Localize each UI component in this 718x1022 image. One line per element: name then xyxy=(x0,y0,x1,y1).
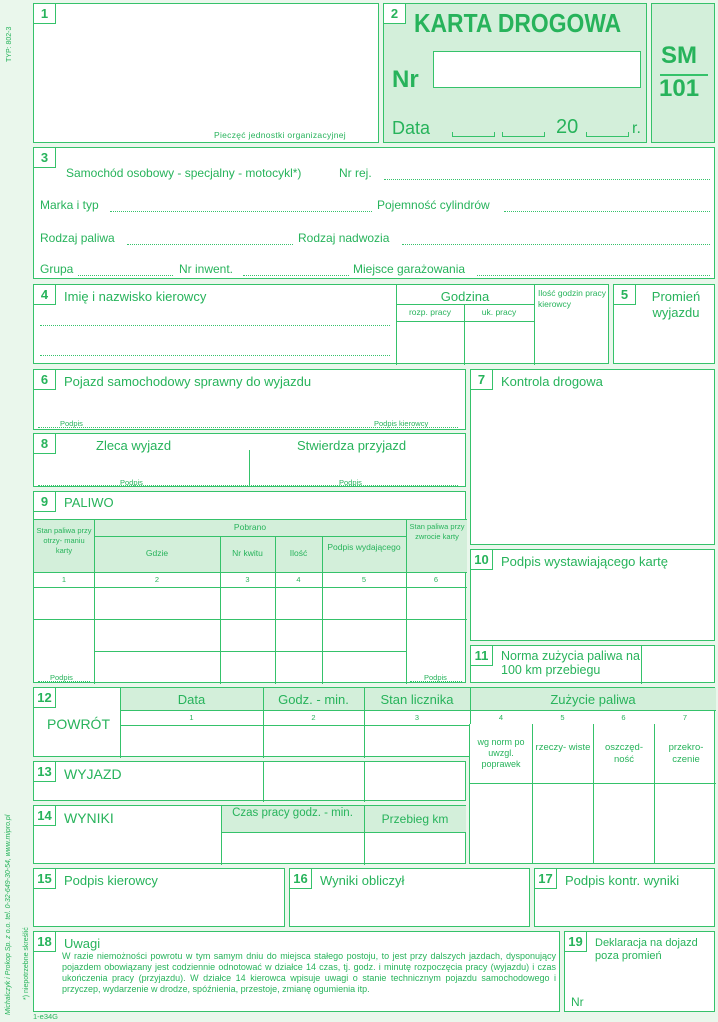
date-year-field[interactable] xyxy=(586,136,628,137)
road-control-label: Kontrola drogowa xyxy=(501,374,603,389)
year-suffix: r. xyxy=(632,120,641,137)
col-2: 2 xyxy=(311,713,316,722)
fuel-usage-columns[interactable] xyxy=(469,724,715,864)
dispatch-label: Zleca wyjazd xyxy=(96,438,172,453)
make-field[interactable] xyxy=(110,211,372,212)
make-label: Marka i typ xyxy=(40,198,99,212)
capacity-label: Pojemność cylindrów xyxy=(377,198,490,212)
vehicle-ok-label: Pojazd samochodowy sprawny do wyjazdu xyxy=(64,374,312,389)
nr-label: Nr xyxy=(392,66,419,93)
registration-label: Nr rej. xyxy=(339,166,372,180)
section-11-fuel-norm xyxy=(470,645,715,683)
section-17-controller-signature[interactable] xyxy=(534,868,715,927)
section-19-declaration[interactable] xyxy=(564,931,715,1012)
form-number: 101 xyxy=(659,75,700,102)
driver-name-label: Imię i nazwisko kierowcy xyxy=(64,289,207,304)
section-number: 7 xyxy=(471,370,493,390)
quantity-header: Ilość xyxy=(289,548,308,558)
col-5: 5 xyxy=(560,713,565,722)
declaration-nr-label: Nr xyxy=(571,995,584,1009)
section-number: 8 xyxy=(34,434,56,454)
where-header: Gdzie xyxy=(145,548,169,558)
dispatch-signature-field[interactable] xyxy=(38,485,458,486)
section-2-header xyxy=(383,3,647,143)
form-code: SM xyxy=(661,42,697,69)
form-code-box xyxy=(651,3,715,143)
card-number-field[interactable] xyxy=(433,51,641,88)
by-norm-header: wg norm po uwzgl. poprawek xyxy=(477,737,525,769)
section-number: 19 xyxy=(565,932,587,952)
receipt-no-header: Nr kwitu xyxy=(232,548,263,558)
col-3: 3 xyxy=(414,713,420,722)
date-label: Data xyxy=(392,118,431,138)
driver-name-field-1[interactable] xyxy=(40,325,390,326)
mileage-header: Przebieg km xyxy=(381,812,449,826)
col-7: 7 xyxy=(682,713,688,722)
remarks-text: W razie niemożności powrotu w tym samym dniu do miejsca stałego postoju, to jest przy dalszych jazdach, dysponujący pojazdem obowiązany jest codziennie odnotować w działce 14 czas, tj. godz. i minutę rozpoczęcia pracy (wyjazdu) i czas ukończenia pracy (przyjazdu). W działce 14 kierowca wpisuje uwagi o stanie technicznym pojazdu samochodowego i przyczep, wydarzenie w drodze, spóźnienia, przestoje, zmianę ogumienia itp. xyxy=(62,951,556,994)
fuel-type-label: Rodzaj paliwa xyxy=(40,231,115,245)
return-signature-label: Podpis xyxy=(424,673,447,682)
document-title: KARTA DROGOWA xyxy=(414,8,622,38)
driver-signature-label: Podpis kierowcy xyxy=(374,419,429,428)
col-5: 5 xyxy=(361,575,367,584)
section-number: 11 xyxy=(471,646,493,666)
fuel-type-field[interactable] xyxy=(127,244,293,245)
calculated-by-label: Wyniki obliczył xyxy=(320,873,405,888)
section-9-fuel xyxy=(33,491,466,683)
section-number: 14 xyxy=(34,806,56,826)
group-label: Grupa xyxy=(40,262,74,276)
time-header: Godz. - min. xyxy=(278,692,349,707)
controller-signature-label: Podpis kontr. wyniki xyxy=(565,873,680,888)
col-3: 3 xyxy=(245,575,250,584)
section-4-driver xyxy=(33,284,609,364)
date-day-field[interactable] xyxy=(452,136,494,137)
work-time-header: Czas pracy godz. - min. xyxy=(232,807,353,819)
section-3-vehicle xyxy=(33,147,715,279)
col-6: 6 xyxy=(433,575,439,584)
section-7-road-control[interactable] xyxy=(470,369,715,545)
driver-name-field-2[interactable] xyxy=(40,355,390,356)
footnote: *) niepotrzebne skreślić xyxy=(23,927,30,1000)
start-work-header: rozp. pracy xyxy=(408,307,452,317)
inventory-label: Nr inwent. xyxy=(179,262,234,276)
bottom-code: 1-e34G xyxy=(33,1012,59,1021)
arrival-signature-label: Podpis xyxy=(339,478,362,487)
body-type-label: Rodzaj nadwozia xyxy=(298,231,390,245)
section-18-remarks[interactable] xyxy=(33,931,560,1012)
odometer-header: Stan licznika xyxy=(380,692,454,707)
section-number: 18 xyxy=(34,932,56,952)
section-13-departure[interactable] xyxy=(33,761,466,801)
section-number: 1 xyxy=(34,4,56,24)
capacity-field[interactable] xyxy=(504,211,710,212)
section-10-issuer-signature[interactable] xyxy=(470,549,715,641)
section-number: 6 xyxy=(34,370,56,390)
publisher-info: Michalczyk i Prokop Sp. z o.o. tel. 0-32-649-30-54, www.mipro.pl xyxy=(5,814,12,1015)
registration-field[interactable] xyxy=(384,179,710,180)
departure-label: WYJAZD xyxy=(64,766,122,782)
fuel-label: PALIWO xyxy=(64,495,114,510)
col-2: 2 xyxy=(154,575,160,584)
excess-header: przekro- czenie xyxy=(668,742,704,765)
date-header: Data xyxy=(177,692,206,707)
section-number: 12 xyxy=(34,688,56,708)
col-1: 1 xyxy=(189,713,194,722)
year-prefix: 20 xyxy=(556,116,579,138)
taken-header: Pobrano xyxy=(233,522,267,532)
issuer-signature-label: Podpis wystawiającego kartę xyxy=(501,554,668,569)
arrival-label: Stwierdza przyjazd xyxy=(297,438,407,453)
section-8-dispatch xyxy=(33,433,466,487)
col-4: 4 xyxy=(498,713,504,722)
work-hours-header: Ilość godzin pracy kierowcy xyxy=(538,288,607,309)
section-number: 5 xyxy=(614,285,636,305)
results-label: WYNIKI xyxy=(64,810,114,826)
inventory-field[interactable] xyxy=(243,275,349,276)
section-1-stamp[interactable] xyxy=(33,3,379,143)
hour-header: Godzina xyxy=(440,289,490,304)
return-label: POWRÓT xyxy=(47,716,110,732)
declaration-label: Deklaracja na dojazd poza promień xyxy=(595,937,698,962)
group-field[interactable] xyxy=(78,275,173,276)
section-6-vehicle-ok xyxy=(33,369,466,430)
receipt-signature-label: Podpis xyxy=(50,673,73,682)
section-number: 9 xyxy=(34,492,56,512)
section-number: 15 xyxy=(34,869,56,889)
section-16-calculated-by[interactable] xyxy=(289,868,530,927)
radius-label: Promień wyjazdu xyxy=(651,289,701,320)
garage-field[interactable] xyxy=(477,275,710,276)
stamp-label: Pieczęć jednostki organizacyjnej xyxy=(214,130,346,140)
body-type-field[interactable] xyxy=(402,244,710,245)
garage-label: Miejsce garażowania xyxy=(353,262,466,276)
section-number: 2 xyxy=(384,4,406,24)
section-number: 10 xyxy=(471,550,493,570)
section-number: 3 xyxy=(34,148,56,168)
fuel-norm-label: Norma zużycia paliwa na 100 km przebiegu xyxy=(501,649,640,677)
actual-header: rzeczy- wiste xyxy=(535,742,591,753)
date-month-field[interactable] xyxy=(502,136,544,137)
section-15-driver-signature[interactable] xyxy=(33,868,285,927)
dispatch-signature-label: Podpis xyxy=(120,478,143,487)
fuel-at-return-header: Stan paliwa przy zwrocie karty xyxy=(409,522,465,541)
section-14-results xyxy=(33,805,466,864)
signature-label: Podpis xyxy=(60,419,83,428)
fuel-at-receipt-header: Stan paliwa przy otrzy- maniu karty xyxy=(36,526,92,555)
fuel-usage-header: Zużycie paliwa xyxy=(550,692,636,707)
col-6: 6 xyxy=(621,713,626,722)
section-5-radius[interactable] xyxy=(613,284,715,364)
section-number: 16 xyxy=(290,869,312,889)
col-4: 4 xyxy=(296,575,301,584)
issuer-signature-header: Podpis wydającego xyxy=(327,542,401,552)
col-1: 1 xyxy=(61,575,67,584)
section-number: 4 xyxy=(34,285,56,305)
driver-signature-label: Podpis kierowcy xyxy=(64,873,158,888)
end-work-header: uk. pracy xyxy=(481,307,517,317)
remarks-label: Uwagi xyxy=(64,936,101,951)
savings-header: oszczęd- ność xyxy=(604,742,643,765)
form-type-code: TYP: 802-3 xyxy=(6,26,13,62)
vehicle-type-label: Samochód osobowy - specjalny - motocykl*) xyxy=(66,166,302,180)
section-number: 17 xyxy=(535,869,557,889)
section-number: 13 xyxy=(34,762,56,782)
